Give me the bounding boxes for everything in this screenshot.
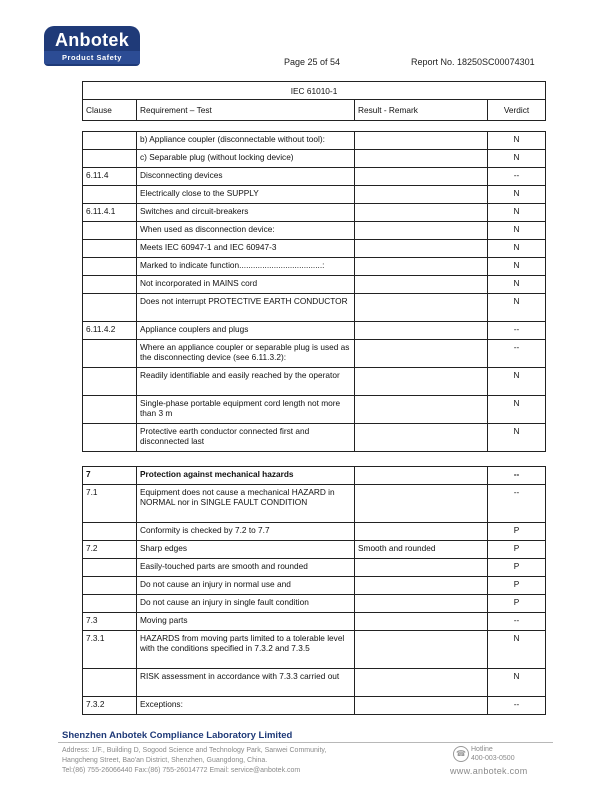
result-cell bbox=[355, 523, 488, 541]
clause-cell bbox=[83, 559, 137, 577]
clause-cell bbox=[83, 669, 137, 697]
clause-cell bbox=[83, 340, 137, 368]
requirement-cell: Protection against mechanical hazards bbox=[137, 467, 355, 485]
table-row bbox=[83, 340, 546, 368]
verdict-cell: -- bbox=[488, 168, 546, 186]
verdict-cell: -- bbox=[488, 340, 546, 368]
verdict-cell: N bbox=[488, 294, 546, 322]
requirement-cell: Sharp edges bbox=[137, 541, 355, 559]
clause-cell bbox=[83, 368, 137, 396]
verdict-cell: N bbox=[488, 240, 546, 258]
requirement-cell: HAZARDS from moving parts limited to a tolerable level with the conditions specified in 7.3.2 and 7.3.5 bbox=[137, 631, 355, 669]
result-cell bbox=[355, 276, 488, 294]
result-cell: Smooth and rounded bbox=[355, 541, 488, 559]
verdict-cell: -- bbox=[488, 467, 546, 485]
result-cell bbox=[355, 396, 488, 424]
result-cell bbox=[355, 322, 488, 340]
table-row bbox=[83, 222, 546, 240]
result-cell bbox=[355, 631, 488, 669]
clause-cell bbox=[83, 294, 137, 322]
requirement-cell: Do not cause an injury in single fault condition bbox=[137, 595, 355, 613]
result-cell bbox=[355, 168, 488, 186]
verdict-cell: N bbox=[488, 368, 546, 396]
clause-cell bbox=[83, 595, 137, 613]
clause-cell bbox=[83, 150, 137, 168]
verdict-cell: N bbox=[488, 132, 546, 150]
standard-title: IEC 61010-1 bbox=[83, 82, 546, 100]
verdict-cell: N bbox=[488, 396, 546, 424]
table-row bbox=[83, 258, 546, 276]
verdict-cell: N bbox=[488, 204, 546, 222]
clause-table-6-11 bbox=[82, 131, 546, 452]
clause-table-7 bbox=[82, 466, 546, 715]
requirement-cell: Appliance couplers and plugs bbox=[137, 322, 355, 340]
clause-cell: 7.3.1 bbox=[83, 631, 137, 669]
clause-cell bbox=[83, 276, 137, 294]
table-row bbox=[83, 132, 546, 150]
result-cell bbox=[355, 294, 488, 322]
verdict-cell: N bbox=[488, 424, 546, 452]
requirement-cell: Single-phase portable equipment cord length not more than 3 m bbox=[137, 396, 355, 424]
table-row bbox=[83, 294, 546, 322]
verdict-cell: -- bbox=[488, 322, 546, 340]
table-row bbox=[83, 168, 546, 186]
table-row bbox=[83, 595, 546, 613]
result-cell bbox=[355, 697, 488, 715]
hotline-number: 400-003-0500 bbox=[471, 755, 515, 762]
table-row bbox=[83, 322, 546, 340]
result-cell bbox=[355, 368, 488, 396]
result-cell bbox=[355, 485, 488, 523]
requirement-cell: Moving parts bbox=[137, 613, 355, 631]
requirement-cell: Do not cause an injury in normal use and bbox=[137, 577, 355, 595]
clause-cell bbox=[83, 523, 137, 541]
result-cell bbox=[355, 132, 488, 150]
requirement-cell: Switches and circuit-breakers bbox=[137, 204, 355, 222]
verdict-cell: N bbox=[488, 276, 546, 294]
requirement-cell: b) Appliance coupler (disconnectable without tool): bbox=[137, 132, 355, 150]
requirement-cell: When used as disconnection device: bbox=[137, 222, 355, 240]
report-number: Report No. 18250SC00074301 bbox=[411, 57, 535, 67]
verdict-cell: -- bbox=[488, 697, 546, 715]
anbotek-logo bbox=[44, 26, 140, 66]
requirement-cell: Exceptions: bbox=[137, 697, 355, 715]
result-cell bbox=[355, 467, 488, 485]
footer-contact: Tel:(86) 755-26066440 Fax:(86) 755-26014772 Email: service@anbotek.com bbox=[62, 767, 301, 774]
clause-cell: 6.11.4.2 bbox=[83, 322, 137, 340]
table-row bbox=[83, 577, 546, 595]
verdict-cell: -- bbox=[488, 485, 546, 523]
result-cell bbox=[355, 424, 488, 452]
column-header-requirement: Requirement – Test bbox=[137, 100, 355, 121]
result-cell bbox=[355, 150, 488, 168]
result-cell bbox=[355, 222, 488, 240]
footer-hotline bbox=[471, 745, 515, 763]
hotline-label: Hotline bbox=[471, 746, 493, 753]
verdict-cell: P bbox=[488, 577, 546, 595]
result-cell bbox=[355, 240, 488, 258]
logo-tagline: Product Safety bbox=[44, 51, 140, 64]
result-cell bbox=[355, 613, 488, 631]
verdict-cell: P bbox=[488, 523, 546, 541]
requirement-cell: Electrically close to the SUPPLY bbox=[137, 186, 355, 204]
footer-address-line-1: Address: 1/F., Building D, Sogood Science and Technology Park, Sanwei Community, bbox=[62, 747, 327, 754]
table-row bbox=[83, 396, 546, 424]
page-number: Page 25 of 54 bbox=[284, 57, 341, 67]
clause-cell bbox=[83, 396, 137, 424]
clause-cell: 6.11.4.1 bbox=[83, 204, 137, 222]
table-row bbox=[83, 150, 546, 168]
verdict-cell: -- bbox=[488, 613, 546, 631]
footer-address-line-2: Hangcheng Street, Bao'an District, Shenzhen, Guangdong, China. bbox=[62, 757, 268, 764]
footer-website: www.anbotek.com bbox=[450, 766, 528, 776]
clause-cell bbox=[83, 132, 137, 150]
table-row bbox=[83, 541, 546, 559]
clause-cell bbox=[83, 222, 137, 240]
verdict-cell: P bbox=[488, 595, 546, 613]
result-cell bbox=[355, 595, 488, 613]
table-row bbox=[83, 613, 546, 631]
requirement-cell: Does not interrupt PROTECTIVE EARTH CONDUCTOR bbox=[137, 294, 355, 322]
requirement-cell: Readily identifiable and easily reached by the operator bbox=[137, 368, 355, 396]
requirement-cell: Easily-touched parts are smooth and rounded bbox=[137, 559, 355, 577]
requirement-cell: Protective earth conductor connected first and disconnected last bbox=[137, 424, 355, 452]
table-row bbox=[83, 669, 546, 697]
requirement-cell: Disconnecting devices bbox=[137, 168, 355, 186]
clause-cell: 7.3.2 bbox=[83, 697, 137, 715]
result-cell bbox=[355, 669, 488, 697]
table-row bbox=[83, 276, 546, 294]
verdict-cell: N bbox=[488, 258, 546, 276]
result-cell bbox=[355, 340, 488, 368]
clause-cell: 7.1 bbox=[83, 485, 137, 523]
result-cell bbox=[355, 577, 488, 595]
result-cell bbox=[355, 186, 488, 204]
column-header-verdict: Verdict bbox=[488, 100, 546, 121]
verdict-cell: N bbox=[488, 222, 546, 240]
table-row bbox=[83, 631, 546, 669]
clause-cell: 7.2 bbox=[83, 541, 137, 559]
requirement-cell: Equipment does not cause a mechanical HAZARD in NORMAL nor in SINGLE FAULT CONDITION bbox=[137, 485, 355, 523]
requirement-cell: RISK assessment in accordance with 7.3.3 carried out bbox=[137, 669, 355, 697]
verdict-cell: P bbox=[488, 559, 546, 577]
table-row bbox=[83, 523, 546, 541]
result-cell bbox=[355, 559, 488, 577]
footer-divider bbox=[58, 742, 553, 743]
clause-cell bbox=[83, 424, 137, 452]
clause-cell bbox=[83, 186, 137, 204]
phone-icon: ☎ bbox=[453, 746, 469, 762]
verdict-cell: N bbox=[488, 631, 546, 669]
requirement-cell: c) Separable plug (without locking device) bbox=[137, 150, 355, 168]
requirement-cell: Meets IEC 60947-1 and IEC 60947-3 bbox=[137, 240, 355, 258]
clause-cell bbox=[83, 240, 137, 258]
result-cell bbox=[355, 204, 488, 222]
clause-cell: 6.11.4 bbox=[83, 168, 137, 186]
requirement-cell: Not incorporated in MAINS cord bbox=[137, 276, 355, 294]
column-header-result: Result - Remark bbox=[355, 100, 488, 121]
requirement-cell: Where an appliance coupler or separable plug is used as the disconnecting device (see 6.11.3.2): bbox=[137, 340, 355, 368]
clause-cell bbox=[83, 577, 137, 595]
table-row bbox=[83, 240, 546, 258]
table-row bbox=[83, 559, 546, 577]
footer-company-name: Shenzhen Anbotek Compliance Laboratory Limited bbox=[62, 730, 293, 741]
requirement-cell: Conformity is checked by 7.2 to 7.7 bbox=[137, 523, 355, 541]
table-row bbox=[83, 697, 546, 715]
table-row bbox=[83, 424, 546, 452]
clause-cell bbox=[83, 258, 137, 276]
logo-brand: Anbotek bbox=[54, 30, 130, 50]
verdict-cell: N bbox=[488, 669, 546, 697]
table-row bbox=[83, 368, 546, 396]
verdict-cell: P bbox=[488, 541, 546, 559]
requirement-cell: Marked to indicate function....................................: bbox=[137, 258, 355, 276]
verdict-cell: N bbox=[488, 150, 546, 168]
table-row bbox=[83, 485, 546, 523]
clause-cell: 7.3 bbox=[83, 613, 137, 631]
result-cell bbox=[355, 258, 488, 276]
table-header bbox=[82, 81, 546, 121]
verdict-cell: N bbox=[488, 186, 546, 204]
table-row bbox=[83, 204, 546, 222]
section-heading-row bbox=[83, 467, 546, 485]
clause-cell: 7 bbox=[83, 467, 137, 485]
table-row bbox=[83, 186, 546, 204]
column-header-clause: Clause bbox=[83, 100, 137, 121]
